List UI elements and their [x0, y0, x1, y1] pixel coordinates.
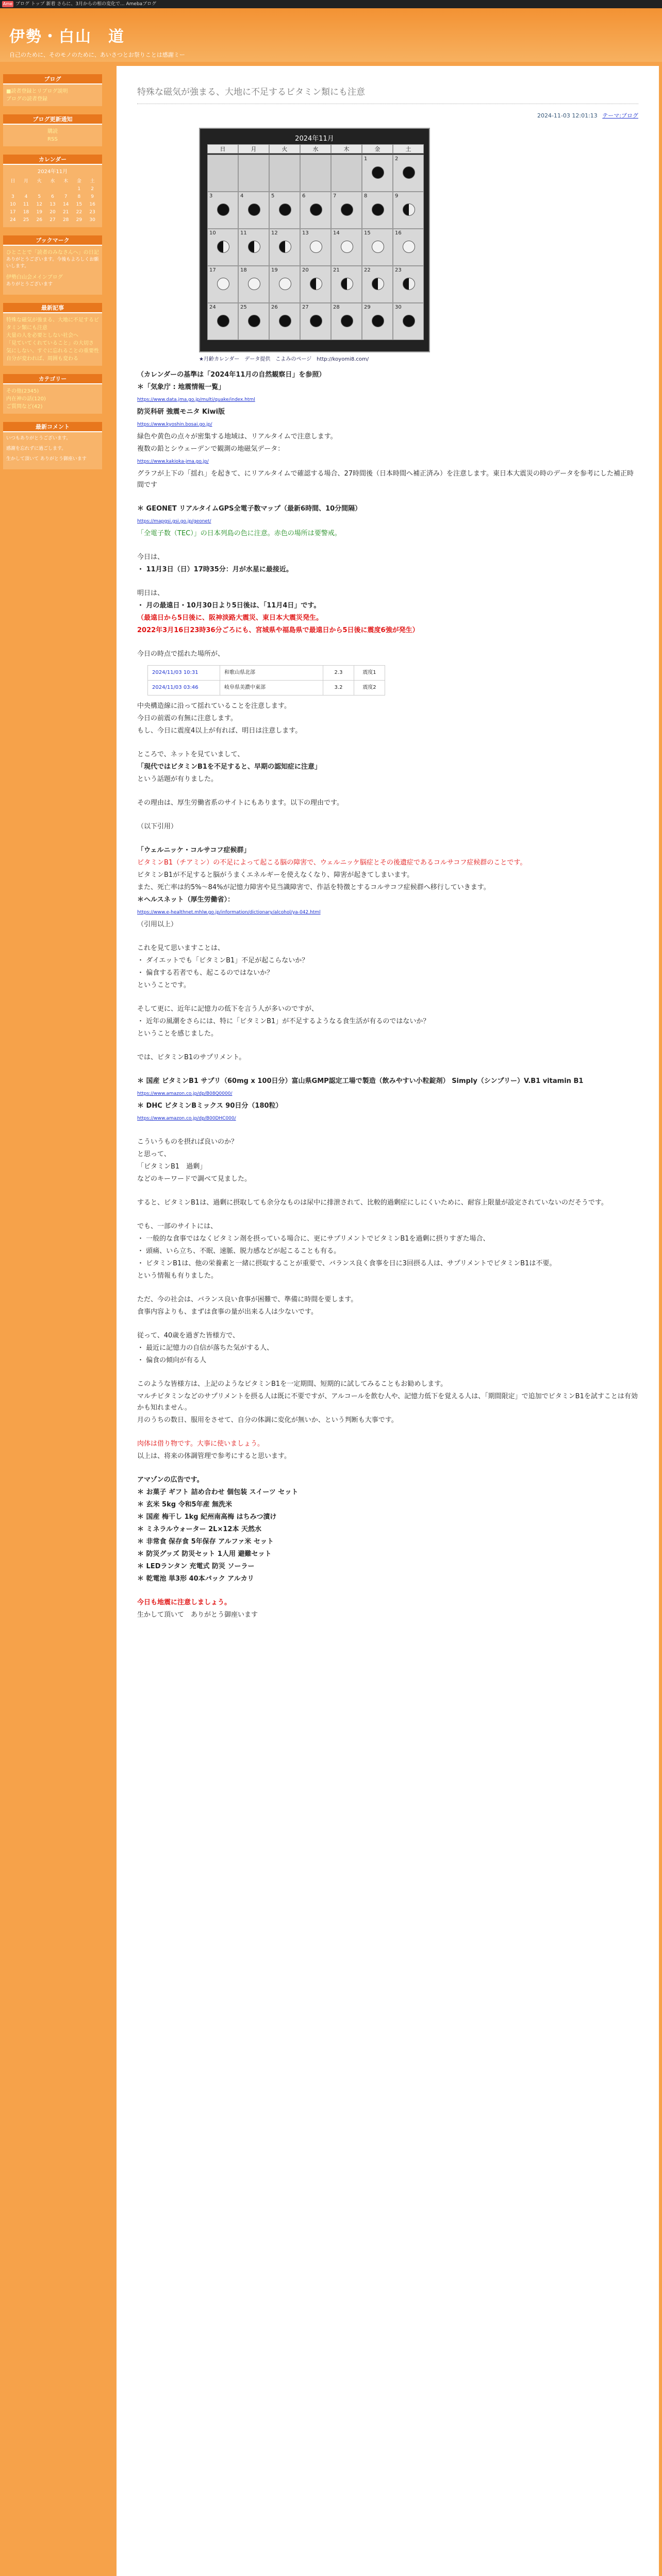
- body-line: このような皆様方は、上記のようなビタミンB1を一定期間、短期的に試してみることもお勧めします。: [137, 1380, 448, 1388]
- cal-empty-cell: [300, 155, 331, 192]
- cal-day-cell: 3: [207, 192, 238, 229]
- tomorrow-item: （最遠日から5日後に、阪神淡路大震災、東日本大震災発生。: [137, 614, 323, 622]
- latest-post-link[interactable]: 特殊な磁気が強まる、大地に不足するビタミン類にも注意: [6, 317, 99, 331]
- moon-phase-icon: [217, 278, 229, 290]
- topbar-text[interactable]: ブログ トップ 新着 さらに、3月からの相の変化で... Amebaブログ: [15, 2, 157, 7]
- moon-calendar-caption[interactable]: ★月齢カレンダー データ提供 こよみのページ http://koyomi8.com/: [199, 357, 369, 362]
- body-line: 今日の前震の有無に注意します。: [137, 715, 237, 722]
- sidebar-head-blog: ブログ: [3, 74, 102, 84]
- top-bar: [0, 0, 662, 8]
- category-link[interactable]: その他(2345): [6, 388, 39, 394]
- cal-weekday: 火: [269, 144, 300, 154]
- moon-phase-icon: [403, 166, 415, 179]
- external-link[interactable]: https://www.e-healthnet.mhlw.go.jp/information/dictionary/alcohol/ya-042.html: [137, 910, 321, 915]
- moon-phase-icon: [279, 204, 291, 216]
- cal-day-cell: 1: [362, 155, 393, 192]
- body-line: ところで、ネットを見ていまして、: [137, 751, 244, 758]
- body-line: 月のうちの数日、服用をさせて、自分の体調に変化が無いか、という判断も大事です。: [137, 1416, 398, 1424]
- cal-day-cell: 14: [331, 229, 362, 266]
- today-label: 今日は、: [137, 553, 164, 561]
- cal-day-cell: 5: [269, 192, 300, 229]
- moon-phase-icon: [310, 204, 322, 216]
- comment-item[interactable]: 生かして頂いて ありがとう御座います: [6, 456, 87, 462]
- amazon-product[interactable]: ＊ 非常食 保存食 5年保存 アルファ米 セット: [137, 1538, 274, 1546]
- quake-place: 和歌山県北部: [220, 666, 323, 681]
- cal-day-cell: 6: [300, 192, 331, 229]
- body-line: 緑色や黄色の点々が密集する地域は、リアルタイムで注意します。: [137, 433, 337, 440]
- sidebar-head-calendar: カレンダー: [3, 155, 102, 165]
- side-cal-weekday: 火: [37, 179, 42, 184]
- moon-phase-icon: [279, 278, 291, 290]
- latest-post-link[interactable]: 自分が変われば、周囲も変わる: [6, 356, 78, 362]
- amazon-link[interactable]: https://www.amazon.co.jp/dp/B00DHC000/: [137, 1116, 236, 1121]
- body-line: ビタミンB1が不足すると脳がうまくエネルギーを使えなくなり、障害が起きてしまいます。: [137, 871, 414, 879]
- moon-calendar: [199, 128, 430, 352]
- bookmark-text: ありがとうございます。今後もよろしくお願いします。: [6, 257, 99, 269]
- body-line: これを見て思いますことは、: [137, 944, 225, 952]
- body-line: もし、今日に震度4以上が有れば、明日は注意します。: [137, 727, 302, 735]
- moon-phase-icon: [403, 315, 415, 327]
- sidebar-head-notify: ブログ更新通知: [3, 114, 102, 125]
- body-line: ということです。: [137, 981, 190, 989]
- moon-phase-icon: [403, 241, 415, 253]
- cal-day-cell: 26: [269, 303, 300, 340]
- side-cal-weekday: 木: [63, 179, 69, 184]
- post-theme-link[interactable]: テーマ:ブログ: [602, 112, 638, 119]
- body-line: ただ、今の社会は、バランス良い食事が困難で、準備に時間を要します。: [137, 1296, 358, 1303]
- cal-day-cell: 24: [207, 303, 238, 340]
- sidebar-head-comments: 最新コメント: [3, 422, 102, 432]
- cal-day-cell: 29: [362, 303, 393, 340]
- main-content: [117, 66, 659, 2576]
- amazon-product[interactable]: ＊ ミネラルウォーター 2L×12本 天然水: [137, 1526, 261, 1533]
- body-line: アマゾンの広告です。: [137, 1476, 204, 1484]
- cal-weekday: 木: [331, 144, 362, 154]
- side-calendar-title: 2024年11月: [37, 169, 68, 175]
- side-cal-weekday: 金: [76, 179, 81, 184]
- quake-shindo: 震度2: [354, 681, 385, 696]
- moon-phase-icon: [372, 278, 384, 290]
- blog-description: 自己のために、そのモノのために、あいさつとお祭りことは感謝ミー: [9, 52, 185, 58]
- cal-day-cell: 4: [238, 192, 269, 229]
- geonet-heading: ＊ GEONET リアルタイムGPS全電子数マップ（最新6時間、10分間隔）: [137, 505, 362, 513]
- cal-day-cell: 18: [238, 266, 269, 303]
- external-link[interactable]: https://mapgsi.gsi.go.jp/geonet/: [137, 519, 211, 524]
- cal-empty-cell: [269, 155, 300, 192]
- amazon-product[interactable]: ＊ LEDランタン 充電式 防災 ソーラー: [137, 1563, 255, 1570]
- external-link[interactable]: https://www.kakioka-jma.go.jp/: [137, 459, 209, 464]
- table-row: [148, 681, 385, 696]
- body-line: 複数の鉛とシウェーデンで観測の地磁気データ：: [137, 445, 285, 453]
- body-line: 食事内容よりも、まずは食事の量が出来る人は少ないです。: [137, 1308, 318, 1316]
- body-line: ＊「気象庁 : 地震情報一覧」: [137, 383, 225, 391]
- body-line: マルチビタミンなどのサプリメントを摂る人は既に不要ですが、アルコールを飲む人や、記憶力低下を覚える人は、「期間限定」で追加でビタミンB1を試すことは有効かも知れません。: [137, 1393, 638, 1412]
- body-line: でも、一部のサイトには、: [137, 1223, 218, 1230]
- cal-weekday: 月: [238, 144, 269, 154]
- moon-phase-icon: [372, 166, 384, 179]
- cal-day-cell: 10: [207, 229, 238, 266]
- body-line: こういうものを摂れば良いのか？: [137, 1138, 238, 1146]
- product-item[interactable]: ＊ 国産 ビタミンB1 サプリ（60mg x 100日分）富山県GMP認定工場で製造（飲みやすい小粒錠剤） Simply（シンプリー）V.B1 vitamin B1: [137, 1077, 584, 1085]
- quake-mag: 3.2: [323, 681, 354, 696]
- side-cal-weekday: 水: [50, 179, 55, 184]
- body-line: 以上は、将来の体調管理で参考にすると思います。: [137, 1452, 291, 1460]
- moon-phase-icon: [310, 315, 322, 327]
- cal-day-cell: 16: [393, 229, 424, 266]
- cal-weekday: 水: [300, 144, 331, 154]
- amazon-product[interactable]: ＊ 防災グッズ 防災セット 1人用 避難セット: [137, 1550, 272, 1558]
- body-line: そして更に、近年に記憶力の低下を言う人が多いのですが、: [137, 1005, 319, 1013]
- amazon-product[interactable]: ＊ お菓子 ギフト 詰め合わせ 個包装 スイーツ セット: [137, 1488, 299, 1496]
- moon-phase-icon: [217, 315, 229, 327]
- body-line: では、ビタミンB1のサプリメント。: [137, 1054, 246, 1061]
- sidebar-head-category: カテゴリー: [3, 374, 102, 384]
- quake-time[interactable]: 2024/11/03 03:46: [148, 681, 220, 696]
- body-line: グラフが上下の「揺れ」を起きて、にリアルタイムで確認する場合、27時間後（日本時間へ補正済み）を注意します。東日本大震災の時のデータを参考にした補正時間です: [137, 470, 634, 489]
- cal-day-cell: 8: [362, 192, 393, 229]
- sidebar: [3, 66, 102, 2576]
- bookmark-link[interactable]: ひとことで「読者のみなさんへ」の日記: [6, 250, 99, 256]
- body-line: という情報も有りました。: [137, 1272, 218, 1280]
- now-label: 今日の時点で揺れた場所が、: [137, 650, 225, 658]
- moon-phase-icon: [341, 241, 353, 253]
- comment-item[interactable]: いつもありがとうございます。: [6, 436, 71, 441]
- cal-day-cell: 13: [300, 229, 331, 266]
- moon-calendar-grid: [207, 155, 424, 340]
- cal-day-cell: 21: [331, 266, 362, 303]
- sidebar-link-register[interactable]: ブログの読者登録: [6, 96, 47, 102]
- moon-phase-icon: [372, 241, 384, 253]
- moon-calendar-month: 2024年11月: [295, 135, 334, 143]
- body-line: ・ 一般的な食事ではなくビタミン剤を摂っている場合に、更にサプリメントでビタミンB1を過剰に摂りすぎた場合、: [137, 1235, 490, 1243]
- quake-table: [147, 665, 385, 696]
- blog-header: [0, 8, 662, 62]
- cal-day-cell: 17: [207, 266, 238, 303]
- body-line: ・ 頭痛、いら立ち、不眠、速脈、脱力感などが起こることも有る。: [137, 1247, 341, 1255]
- body-line: ・ 近年の風潮をさらには、特に「ビタミンB1」が不足するようなる食生活が有るのではないか？: [137, 1018, 430, 1025]
- body-line: 従って、40歳を過ぎた皆様方で、: [137, 1332, 240, 1340]
- cal-day-cell: 23: [393, 266, 424, 303]
- category-link[interactable]: ご質問など(42): [6, 404, 43, 410]
- body-line: ビタミンB1（チアミン）の不足によって起こる脳の障害で、ウェルニッケ脳症とその後遺症であるコルサコフ症候群のことです。: [137, 859, 527, 867]
- sidebar-head-latest: 最新記事: [3, 303, 102, 313]
- post-body: [137, 369, 638, 1621]
- body-line: 「ビタミンB1 過剰」: [137, 1163, 207, 1171]
- body-line: 「現代ではビタミンB1を不足すると、早期の認知症に注意」: [137, 763, 321, 771]
- post-title[interactable]: 特殊な磁気が強まる、大地に不足するビタミン類にも注意: [137, 84, 638, 104]
- body-line: （引用以上）: [137, 921, 178, 928]
- cal-weekday: 金: [362, 144, 393, 154]
- today-item: ・ 11月3日（日）17時35分：月が水星に最接近。: [137, 566, 293, 573]
- tomorrow-item: ・ 月の最遠日・10月30日より5日後は、「11月4日」です。: [137, 602, 321, 609]
- body-line: ＊ヘルスネット（厚生労働省）：: [137, 896, 235, 904]
- side-calendar: 日 月 火 水 木 金 土 1 2 3 4 5 6 7 8 9 10 11 12 13 14 15 16 17 18 19 20 21 22 23 24 25 26 27 28 29 30: [6, 178, 99, 224]
- cal-empty-cell: [207, 155, 238, 192]
- cal-day-cell: 20: [300, 266, 331, 303]
- body-line: と思って、: [137, 1150, 171, 1158]
- rss-button[interactable]: RSS: [47, 137, 58, 142]
- latest-post-link[interactable]: 大量の人を必要としない社会へ: [6, 333, 78, 338]
- cal-day-cell: 28: [331, 303, 362, 340]
- external-link[interactable]: https://www.data.jma.go.jp/multi/quake/index.html: [137, 397, 255, 402]
- product-item[interactable]: ＊ DHC ビタミンBミックス 90日分（180粒）: [137, 1102, 283, 1110]
- body-line: という話題が有りました。: [137, 775, 218, 783]
- body-line: ということを感じました。: [137, 1030, 218, 1038]
- cal-day-cell: 2: [393, 155, 424, 192]
- amazon-product[interactable]: ＊ 乾電池 単3形 40本パック アルカリ: [137, 1575, 254, 1583]
- body-line: ・ ビタミンB1は、他の栄養素と一緒に摂取することが重要で、バランス良く食事を日に3回摂る人は、サプリメントでビタミンB1は不要。: [137, 1260, 556, 1267]
- body-line: 生かして頂いて ありがとう御座います: [137, 1611, 258, 1619]
- cal-day-cell: 19: [269, 266, 300, 303]
- cal-day-cell: 12: [269, 229, 300, 266]
- body-line: ・ 偏食の傾向が有る人: [137, 1357, 207, 1364]
- post-datetime: 2024-11-03 12:01:13: [537, 112, 598, 119]
- bookmark-text: ありがとうございます: [6, 282, 53, 287]
- post-date: [137, 111, 638, 120]
- moon-phase-icon: [248, 278, 260, 290]
- sidebar-head-bookmark: ブックマーク: [3, 235, 102, 246]
- cal-day-cell: 11: [238, 229, 269, 266]
- cal-day-cell: 9: [393, 192, 424, 229]
- body-line: 「ウェルニッケ・コルサコフ症候群」: [137, 846, 251, 854]
- moon-phase-icon: [217, 204, 229, 216]
- cal-empty-cell: [331, 155, 362, 192]
- body-line: 肉体は借り物です。大事に使いましょう。: [137, 1440, 264, 1448]
- moon-phase-icon: [248, 315, 260, 327]
- body-line: （以下引用）: [137, 823, 178, 831]
- moon-phase-icon: [403, 204, 415, 216]
- ameba-logo[interactable]: Ame: [3, 2, 13, 6]
- geonet-note: 「全電子数（TEC）」の日本列島の色に注意。赤色の場所は要警戒。: [137, 530, 341, 537]
- cal-day-cell: 7: [331, 192, 362, 229]
- moon-phase-icon: [372, 204, 384, 216]
- moon-phase-icon: [341, 278, 353, 290]
- side-cal-weekday: 月: [24, 179, 29, 184]
- tomorrow-label: 明日は、: [137, 589, 164, 597]
- cal-day-cell: 27: [300, 303, 331, 340]
- cal-day-cell: 22: [362, 266, 393, 303]
- sidebar-link-reader[interactable]: ■読者登録とリブログ説明: [6, 89, 68, 94]
- body-line: また、死亡率は約5%〜84%が記憶力障害や見当識障害で、作話を特徴とするコルサコフ症候群へ移行していきます。: [137, 884, 490, 891]
- comment-item[interactable]: 感謝を忘れずに過ごします。: [6, 446, 67, 451]
- tomorrow-item: 2022年3月16日23時36分ごろにも、宮城県や福島県で最遠日から5日後に震度6強が発生）: [137, 626, 419, 634]
- body-line: ・ 偏食する若者でも、起こるのではないか？: [137, 969, 274, 977]
- side-cal-weekday: 日: [10, 179, 15, 184]
- cal-weekday: 土: [393, 144, 424, 154]
- cal-day-cell: 25: [238, 303, 269, 340]
- moon-phase-icon: [279, 241, 291, 253]
- body-line: すると、ビタミンB1は、過剰に摂取しても余分なものは尿中に排泄されて、比較的過剰症にしにくいために、耐容上限量が設定されていないのだそうです。: [137, 1199, 608, 1207]
- cal-day-cell: 30: [393, 303, 424, 340]
- bookmark-link[interactable]: 伊勢白山会メインブログ: [6, 275, 63, 280]
- body-line: 今日も地震に注意しましょう。: [137, 1599, 231, 1606]
- moon-phase-icon: [372, 315, 384, 327]
- cal-day-cell: 15: [362, 229, 393, 266]
- moon-phase-icon: [341, 315, 353, 327]
- body-line: 中央構造線に沿って揺れていることを注意します。: [137, 702, 291, 710]
- body-line: （カレンダーの基準は「2024年11月の自然観察日」を参照）: [137, 371, 326, 379]
- external-link[interactable]: https://www.kyoshin.bosai.go.jp/: [137, 422, 212, 427]
- blog-title[interactable]: 伊勢・白山 道: [9, 28, 125, 46]
- amazon-link[interactable]: https://www.amazon.co.jp/dp/B08Q0000/: [137, 1091, 233, 1096]
- moon-phase-icon: [341, 204, 353, 216]
- quake-place: 岐阜県美濃中東部: [220, 681, 323, 696]
- quake-mag: 2.3: [323, 666, 354, 681]
- subscribe-button[interactable]: 購読: [47, 129, 58, 134]
- category-link[interactable]: 内在神の話(120): [6, 396, 46, 402]
- body-line: ・ 最近に記憶力の自信が落ちた気がする人、: [137, 1344, 274, 1352]
- moon-phase-icon: [310, 241, 322, 253]
- body-line: ・ ダイエットでも「ビタミンB1」不足が起こらないか？: [137, 957, 309, 964]
- moon-phase-icon: [279, 315, 291, 327]
- body-line: などのキーワードで調べて見ました。: [137, 1175, 252, 1183]
- moon-phase-icon: [248, 241, 260, 253]
- quake-time[interactable]: 2024/11/03 10:31: [148, 666, 220, 681]
- quake-shindo: 震度1: [354, 666, 385, 681]
- moon-phase-icon: [248, 204, 260, 216]
- amazon-product[interactable]: ＊ 玄米 5kg 令和5年産 無洗米: [137, 1501, 233, 1509]
- moon-phase-icon: [403, 278, 415, 290]
- latest-post-link[interactable]: 「見ていてくれていること」の大切さ: [6, 341, 94, 346]
- moon-phase-icon: [310, 278, 322, 290]
- table-row: [148, 666, 385, 681]
- cal-empty-cell: [238, 155, 269, 192]
- cal-weekday: 日: [207, 144, 238, 154]
- amazon-product[interactable]: ＊ 国産 梅干し 1kg 紀州南高梅 はちみつ漬け: [137, 1513, 277, 1521]
- side-cal-weekday: 土: [90, 179, 95, 184]
- latest-post-link[interactable]: 気にしない、すぐに忘れることの重要性: [6, 348, 99, 354]
- body-line: その理由は、厚生労働省系のサイトにもあります。以下の理由です。: [137, 799, 344, 807]
- moon-phase-icon: [217, 241, 229, 253]
- body-line: 防災科研 強震モニタ Kiwi版: [137, 408, 225, 416]
